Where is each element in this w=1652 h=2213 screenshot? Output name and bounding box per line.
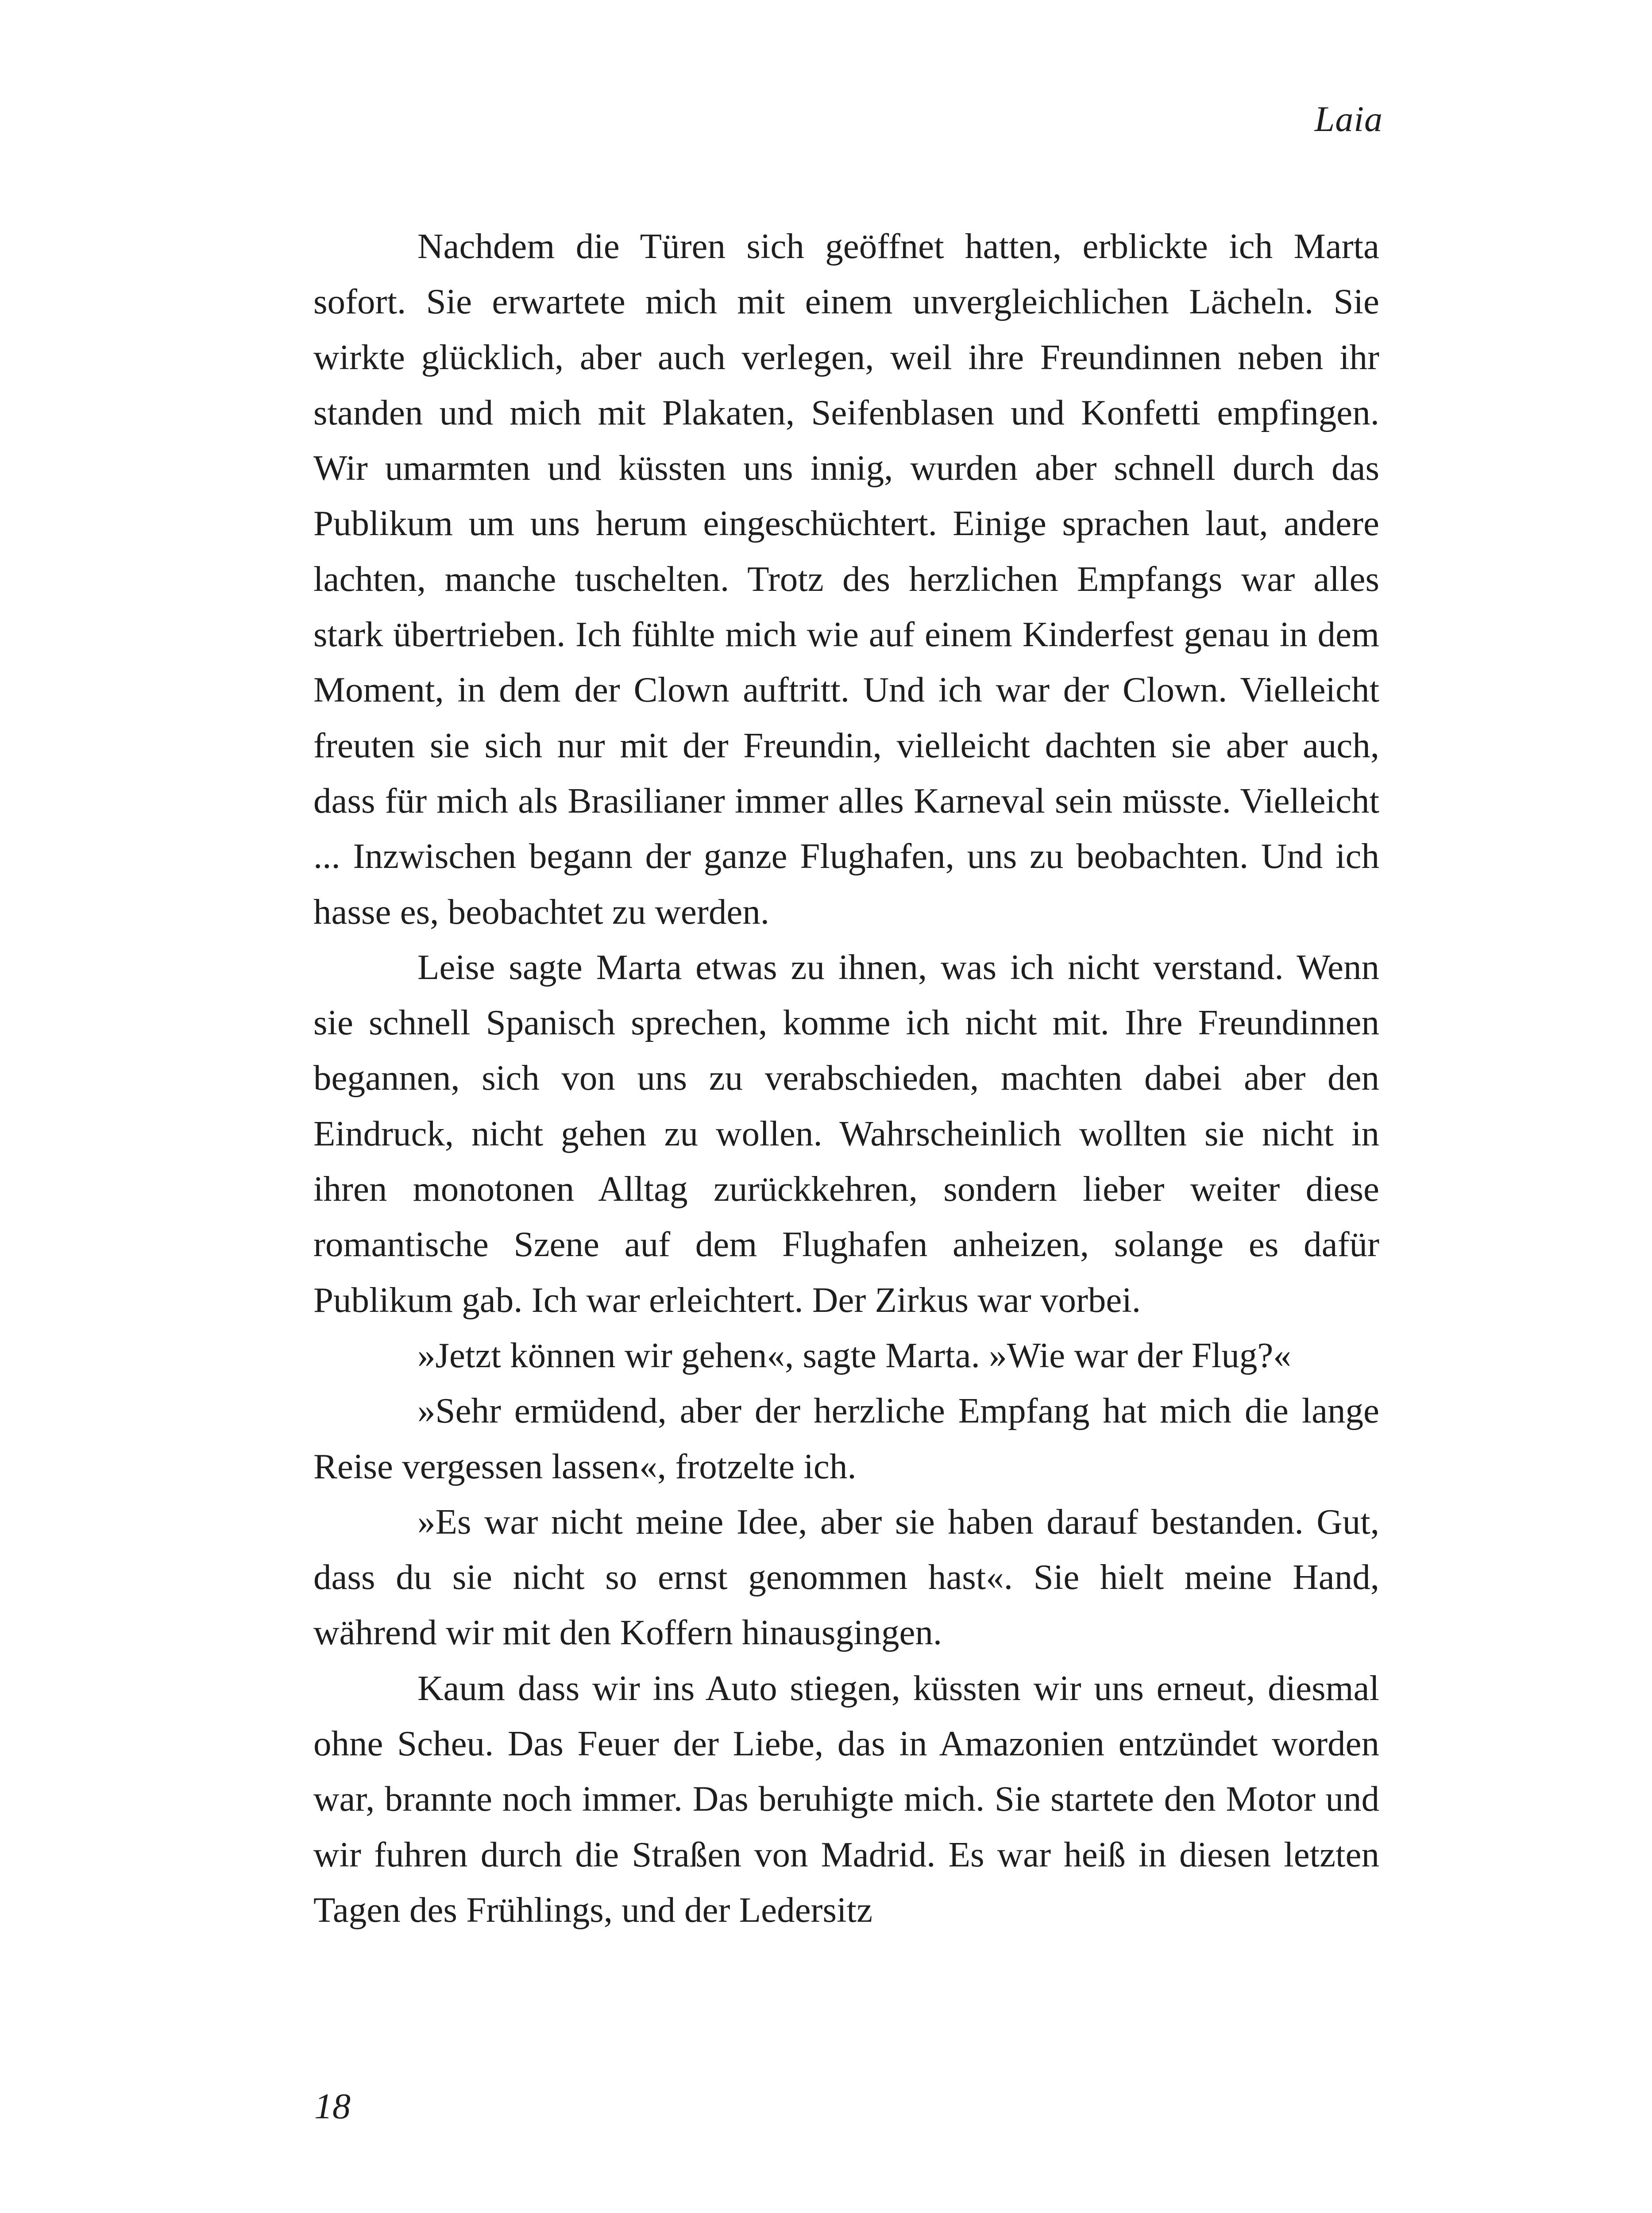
paragraph-3: »Jetzt können wir gehen«, sagte Marta. »Wie war der Flug?« (417, 1335, 1291, 1375)
running-head: Laia (1314, 99, 1383, 139)
paragraph-1: Nachdem die Türen sich geöffnet hatten, erblickte ich Marta sofort. Sie erwartete mich mit einem unvergleichlichen Lächeln. Sie wirkte glücklich, aber auch verlegen, weil ihre Freundinnen neben ihr standen und mich mit Plakaten, Seifenblasen und Konfetti empfingen. Wir umarmten und küssten uns innig, wurden aber schnell durch das Publikum um uns herum eingeschüchtert. Einige sprachen laut, andere lachten, manche tuschelten. Trotz des herzlichen Empfangs war alles stark übertrieben. Ich fühlte mich wie auf einem Kinderfest genau in dem Moment, in dem der Clown auftritt. Und ich war der Clown. Vielleicht freuten sie sich nur mit der Freundin, vielleicht dachten sie aber auch, dass für mich als Brasilianer immer alles Karneval sein müsste. Vielleicht ... Inzwischen begann der ganze Flughafen, uns zu beobachten. Und ich hasse es, beobachtet zu werden. (313, 226, 1379, 932)
body-text (313, 219, 1379, 1938)
page-number: 18 (314, 2086, 351, 2126)
paragraph-6: Kaum dass wir ins Auto stiegen, küssten wir uns erneut, diesmal ohne Scheu. Das Feuer der Liebe, das in Amazonien entzündet worden war, brannte noch immer. Das beruhigte mich. Sie startete den Motor und wir fuhren durch die Straßen von Madrid. Es war heiß in diesen letzten Tagen des Frühlings, und der Ledersitz (313, 1668, 1379, 1930)
paragraph-2: Leise sagte Marta etwas zu ihnen, was ich nicht verstand. Wenn sie schnell Spanisch sprechen, komme ich nicht mit. Ihre Freundinnen begannen, sich von uns zu verabschieden, machten dabei aber den Eindruck, nicht gehen zu wollen. Wahrscheinlich wollten sie nicht in ihren monotonen Alltag zurückkehren, sondern lieber weiter diese romantische Szene auf dem Flughafen anheizen, solange es dafür Publikum gab. Ich war erleichtert. Der Zirkus war vorbei. (313, 947, 1379, 1320)
paragraph-5: »Es war nicht meine Idee, aber sie haben darauf bestanden. Gut, dass du sie nicht so ernst genommen hast«. Sie hielt meine Hand, während wir mit den Koffern hinausgingen. (313, 1501, 1379, 1653)
paragraph-4: »Sehr ermüdend, aber der herzliche Empfang hat mich die lange Reise vergessen lassen«, frotzelte ich. (313, 1391, 1379, 1486)
